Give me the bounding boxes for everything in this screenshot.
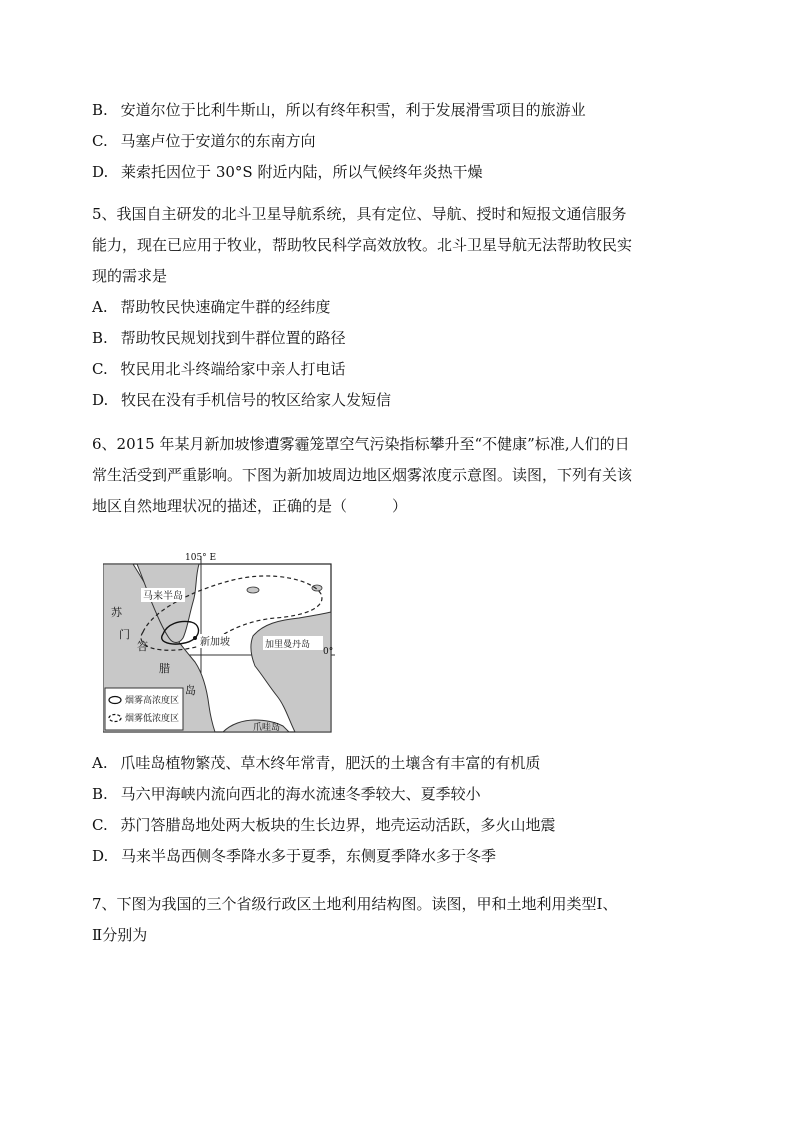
label-equator: 0° — [323, 647, 334, 657]
label-singapore: 新加坡 — [200, 637, 230, 648]
singapore-point — [193, 636, 197, 640]
q4-option-c — [92, 131, 316, 151]
option-text: 安道尔位于比利牛斯山，所以有终年积雪，利于发展滑雪项目的旅游业 — [120, 101, 586, 119]
option-label: B. — [92, 785, 108, 803]
q6-option-b — [92, 784, 481, 804]
label-su: 苏 — [111, 606, 122, 619]
q5-option-a — [92, 297, 330, 317]
q4-option-b — [92, 100, 586, 120]
option-text: 牧民用北斗终端给家中亲人打电话 — [120, 360, 346, 378]
singapore-haze-map — [103, 550, 335, 734]
q5-stem-line-3: 现的需求是 — [92, 267, 168, 285]
label-da: 答 — [137, 640, 148, 653]
option-label: D. — [92, 847, 109, 865]
option-text: 马六甲海峡内流向西北的海水流速冬季较大、夏季较小 — [120, 785, 481, 803]
legend-low-label: 烟雾低浓度区 — [125, 714, 180, 724]
option-label: C. — [92, 360, 108, 378]
small-island — [312, 585, 322, 591]
option-text: 苏门答腊岛地处两大板块的生长边界，地壳运动活跃，多火山地震 — [120, 816, 556, 834]
option-label: A. — [92, 754, 108, 772]
option-label: A. — [92, 298, 108, 316]
option-text: 牧民在没有手机信号的牧区给家人发短信 — [121, 391, 392, 409]
q6-option-a — [92, 753, 540, 773]
q6-stem-line-2: 常生活受到严重影响。下图为新加坡周边地区烟雾浓度示意图。读图，下列有关该 — [92, 466, 633, 484]
label-kalimantan: 加里曼丹岛 — [265, 640, 311, 650]
option-label: D. — [92, 391, 109, 409]
q6-stem-line-1: 6、2015 年某月新加坡惨遭雾霾笼罩空气污染指标攀升至“不健康”标准,人们的日 — [92, 435, 630, 453]
q7-stem-line-2: Ⅱ分别为 — [92, 926, 148, 944]
q5-stem-line-2: 能力，现在已应用于牧业，帮助牧民科学高效放牧。北斗卫星导航无法帮助牧民实 — [92, 236, 633, 254]
label-longitude: 105° E — [185, 553, 217, 563]
option-label: B. — [92, 329, 108, 347]
q6-option-d — [92, 846, 496, 866]
option-text: 莱索托因位于 30°S 附近内陆，所以气候终年炎热干燥 — [121, 163, 483, 181]
q5-stem-line-1: 5、我国自主研发的北斗卫星导航系统，具有定位、导航、授时和短报文通信服务 — [92, 205, 627, 223]
option-text: 帮助牧民快速确定牛群的经纬度 — [120, 298, 331, 316]
option-text: 帮助牧民规划找到牛群位置的路径 — [120, 329, 346, 347]
label-java: 爪哇岛 — [253, 723, 281, 733]
small-island — [247, 587, 259, 593]
option-label: D. — [92, 163, 109, 181]
legend-high-label: 烟雾高浓度区 — [125, 696, 180, 706]
option-text: 马来半岛西侧冬季降水多于夏季，东侧夏季降水多于冬季 — [121, 847, 497, 865]
q6-option-c — [92, 815, 556, 835]
q4-option-d — [92, 162, 482, 182]
label-men: 门 — [119, 628, 130, 641]
label-dao: 岛 — [185, 684, 196, 697]
label-malay: 马来半岛 — [143, 591, 183, 602]
q5-option-c — [92, 359, 346, 379]
option-label: C. — [92, 816, 108, 834]
option-text: 爪哇岛植物繁茂、草木终年常青，肥沃的土壤含有丰富的有机质 — [120, 754, 541, 772]
q5-option-d — [92, 390, 391, 410]
option-label: C. — [92, 132, 108, 150]
q6-stem-line-3: 地区自然地理状况的描述，正确的是（ ） — [92, 497, 408, 515]
q7-stem-line-1: 7、下图为我国的三个省级行政区土地利用结构图。读图，甲和土地利用类型Ⅰ、 — [92, 895, 618, 913]
q5-option-b — [92, 328, 346, 348]
option-label: B. — [92, 101, 108, 119]
map-svg — [103, 550, 335, 734]
label-la: 腊 — [159, 662, 170, 675]
option-text: 马塞卢位于安道尔的东南方向 — [120, 132, 316, 150]
